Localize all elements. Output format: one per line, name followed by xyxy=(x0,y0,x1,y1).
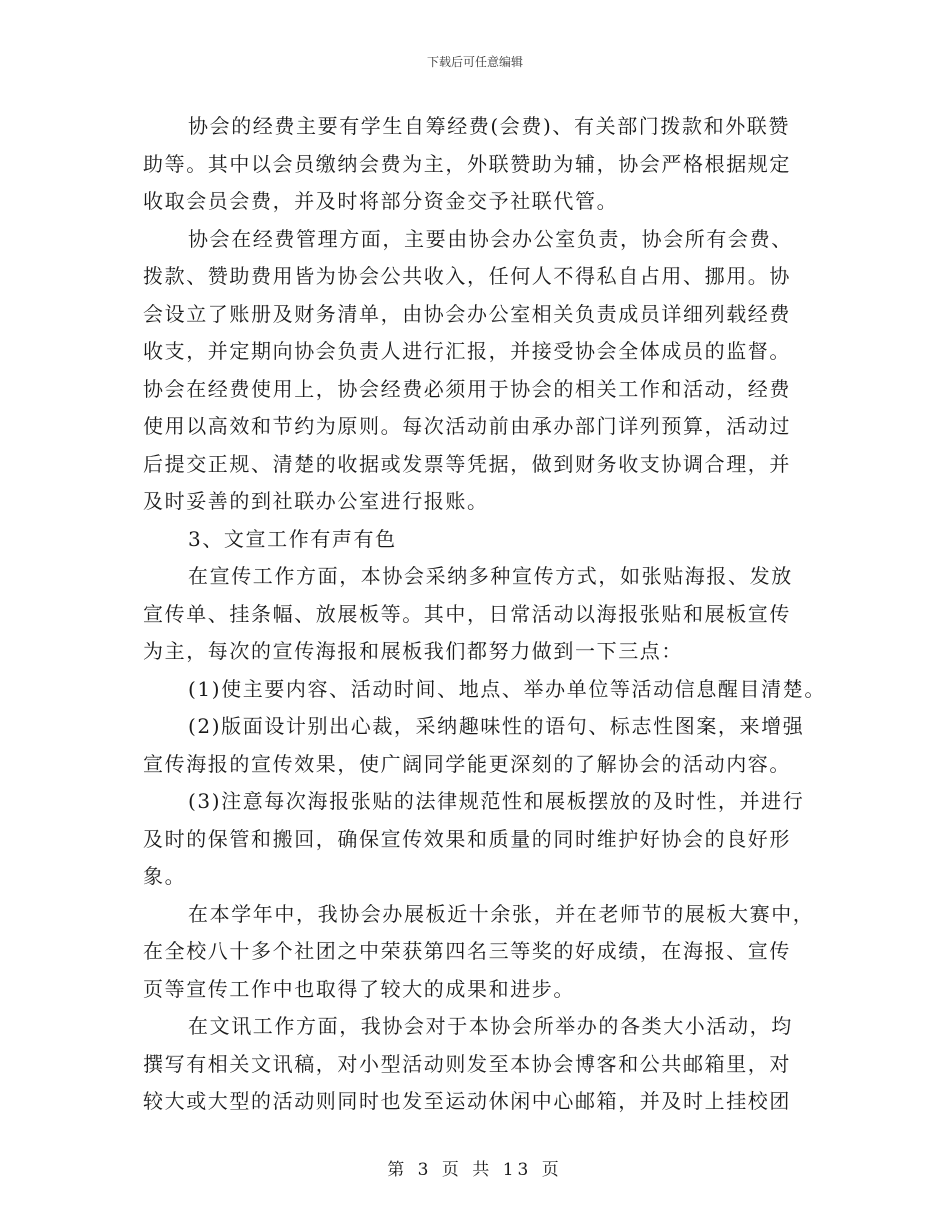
text-line: 在本学年中，我协会办展板近十余张，并在老师节的展板大赛中， xyxy=(188,901,815,926)
text-line: 为主，每次的宣传海报和展板我们都努力做到一下三点： xyxy=(143,639,683,663)
text-line: 及时妥善的到社联办公室进行报账。 xyxy=(143,489,489,513)
text-line: 收取会员会费，并及时将部分资金交予社联代管。 xyxy=(143,189,619,213)
text-line: 宣传单、挂条幅、放展板等。其中，日常活动以海报张贴和展板宣传 xyxy=(143,601,791,626)
text-line: 协会在经费使用上，协会经费必须用于协会的相关工作和活动，经费 xyxy=(143,376,791,401)
text-line: 及时的保管和搬回，确保宣传效果和质量的同时维护好协会的良好形 xyxy=(143,826,791,851)
text-line: 在文讯工作方面，我协会对于本协会所举办的各类大小活动，均 xyxy=(188,1014,793,1038)
text-line: 会设立了账册及财务清单，由协会办公室相关负责成员详细列载经费 xyxy=(143,301,791,326)
text-line: 撰写有相关文讯稿，对小型活动则发至本协会博客和公共邮箱里，对 xyxy=(143,1051,791,1076)
document-body xyxy=(143,108,828,1121)
page-footer: 第 3 页 共 13 页 xyxy=(387,1160,563,1180)
text-line: 3、文宣工作有声有色 xyxy=(188,526,397,551)
text-line: 较大或大型的活动则同时也发至运动休闲中心邮箱，并及时上挂校团 xyxy=(143,1089,791,1113)
text-line: 收支，并定期向协会负责人进行汇报，并接受协会全体成员的监督。 xyxy=(143,339,791,363)
text-line: 协会的经费主要有学生自筹经费(会费)、有关部门拨款和外联赞 xyxy=(188,114,791,138)
text-line: 助等。其中以会员缴纳会费为主，外联赞助为辅，协会严格根据规定 xyxy=(143,151,791,176)
text-line: (2)版面设计别出心裁，采纳趣味性的语句、标志性图案，来增强 xyxy=(188,714,805,738)
text-line: 象。 xyxy=(143,864,187,888)
text-line: (3)注意每次海报张贴的法律规范性和展板摆放的及时性，并进行 xyxy=(188,789,805,813)
text-line: (1)使主要内容、活动时间、地点、举办单位等活动信息醒目清楚。 xyxy=(188,676,826,701)
text-line: 在宣传工作方面，本协会采纳多种宣传方式，如张贴海报、发放 xyxy=(188,564,793,588)
text-line: 使用以高效和节约为原则。每次活动前由承办部门详列预算，活动过 xyxy=(143,414,791,438)
text-line: 拨款、赞助费用皆为协会公共收入，任何人不得私自占用、挪用。协 xyxy=(143,264,791,288)
page-header: 下载后可任意编辑 xyxy=(426,55,523,69)
text-line: 在全校八十多个社团之中荣获第四名三等奖的好成绩，在海报、宣传 xyxy=(143,939,791,963)
text-line: 宣传海报的宣传效果，使广阔同学能更深刻的了解协会的活动内容。 xyxy=(143,751,791,776)
text-line: 协会在经费管理方面，主要由协会办公室负责，协会所有会费、 xyxy=(188,226,793,251)
text-line: 页等宣传工作中也取得了较大的成果和进步。 xyxy=(143,976,575,1001)
text-line: 后提交正规、清楚的收据或发票等凭据，做到财务收支协调合理，并 xyxy=(143,451,791,476)
